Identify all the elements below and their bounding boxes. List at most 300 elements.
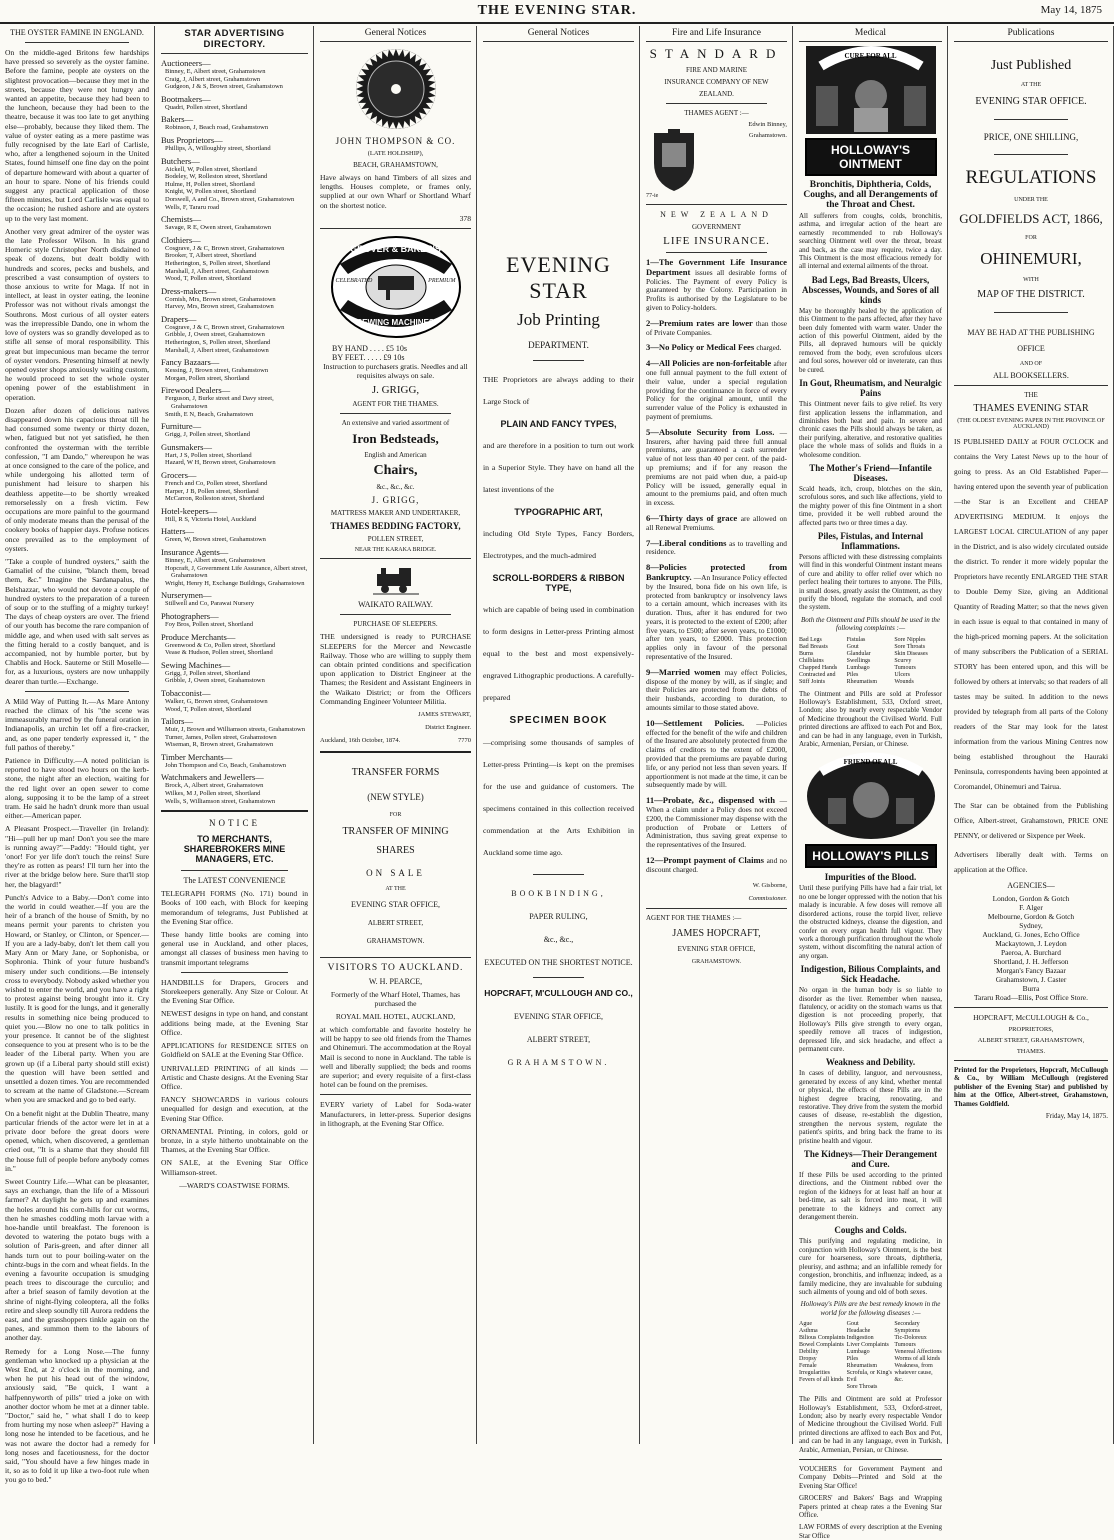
near-bridge: NEAR THE KARAKA BRIDGE. [354,547,437,554]
list-item: Secondary Symptoms [894,1321,921,1335]
list-item: Venereal Affections [894,1349,942,1356]
list-item: Weakness, from whatever cause, &c. [894,1363,933,1384]
directory-category: Hotel-keepers— [161,505,218,516]
scroll-borders: SCROLL-BORDERS & RIBBON TYPE, [492,573,625,593]
directory-category: Clothiers— [161,234,201,245]
train-icon [373,564,419,596]
list-item: Female Irregularities [799,1363,830,1377]
ohinemuri: OHINEMURI, [980,249,1082,268]
vouchers-ad: VOUCHERS for Government Payment and Company Debits—Printed and Sold at the Evening Star Office! [799,1464,942,1490]
column-articles [0,26,155,1485]
directory-entry: Ferguson, J, Burke street and Davy street, Grahamstown [165,395,274,411]
insurance-item: 11—Probate, &c., dispensed with —When a claim under a Policy does not exceed £200, the Commissioner may dispense with the production of Probate or Letters of Administration, thus saving great expense to the representatives of the Insured. [646,795,787,850]
list-item: Piles [846,1356,859,1363]
column-publications [949,26,1114,1444]
list-item: Scurvy [894,657,912,664]
complaints-table [799,637,942,686]
eso: EVENING STAR OFFICE, [677,945,756,954]
fancy-ad: FANCY SHOWCARDS in various colours unequalled for design and execution, at the Evening Star Office. [161,1095,308,1123]
directory-entry: Wilkes, M J, Pollen street, Shortland [165,790,261,798]
med-heading: Bad Legs, Bad Breasts, Ulcers, Abscesses, Wounds, and Sores of all kinds [802,274,939,305]
med-body: In cases of debility, languor, and nervousness, generated by excess of any kind, whether mental or physical, the effects of these Pills are in the highest degree bracing, renovating, and restorative. They drive from the system the morbid causes of disease, re-establish the digestion, strengthen the nervous system, regulate the patient's spirits, and bring back the frame to its pristine health and vigour. [799,1069,942,1145]
law-forms-ad: LAW FORMS of every description at the Evening Star Office [799,1523,942,1540]
article-paragraph: Remedy for a Long Nose.—The funny gentleman who knocked up a physician at the West End, at 2 o'clock in the morning, and when he put his head out of the window, anxiously said, "Be quick, I want a halfpennyworth of pills" tried a joke on with another doctor whom he met at a dinner table. "Doctor," said he, " what shall I do to keep from hurting my nose when asleep?" Having a long nose he intended to be facetious, and he was not aware the doctor had a remedy for long noses and facetiousness, for the doctor said, "You should have a few hinges made in it, so as to fold it up like a two-foot rule when you go to bed." [5,1346,149,1485]
waikato-railway: WAIKATO RAILWAY. [358,600,433,610]
list-item: Indigestion [846,1335,874,1342]
and-of: AND OF [1019,361,1043,367]
coat-of-arms-icon [646,123,702,193]
column-header: Medical [799,26,942,42]
holloways-ointment-illustration [806,46,936,134]
gisborne: W. Gisborne, [752,881,787,889]
directory-entry: Binney, E, Albert street, Grahamstown [165,68,266,75]
directory-entry: Bodeley, W, Rolleston street, Shortland [165,173,268,181]
article-paragraph: A Mild Way of Putting It.—As Mare Antony reached the climax of his "the scene was immeasurably marred by the funeral oration in Indianapolis, an urchin let off a fire-cracker, and, as one paper tenderly expressed it, " the full pathos of thereby." [5,696,149,752]
directory-category: Grocers— [161,470,197,480]
hopcraft: HOPCRAFT, M'CULLOUGH AND CO., [484,988,633,998]
bookbinding: BOOKBINDING, [511,889,606,898]
divider [340,413,451,414]
mattress: MATTRESS MAKER AND UNDERTAKER, [330,509,461,518]
unrivalled-ad: UNRIVALLED PRINTING of all kinds —Artistic and Chaste designs. At the Evening Star Office. [161,1063,308,1091]
insurance-item: 4—All Policies are non-forfeitable after one full annual payment to the full extent of their value, under a special regulation providing for the continuance in force of every Policy for the original amount, until the surrender value of the Policy is exhausted in payment of premiums. [646,358,787,421]
holloways-pills-banner: HOLLOWAY'S PILLS [805,844,937,868]
agency-entry: Burra [1022,984,1040,993]
directory-category: Photographers— [161,610,219,621]
list-item: Fevers of all kinds [799,1377,844,1384]
etc-line: &c., &c., [543,935,574,944]
directory-entry: McCarron, Rolleston street, Shortland [165,495,265,503]
divider [954,1060,1108,1061]
comprising: —comprising some thousands of samples of Letter-press Printing—is kept on the premises for the use and guidance of customers. The specimens contained in this collection received commendation at the Arts Exhibition in Auckland some time ago. [483,738,634,857]
article-paragraph: A Pleasant Prospect.—Traveller (in Ireland): "Hi—pull her up man! Don't you see the mare is running away?"—Paddy: "Hould tight, yer 'onor! For yer life don't touch the reins! Sure they're as rotten as pears! I'll turn her into the river at the bridge below here. Sure that'll stop her, the blagyard!" [5,824,149,889]
directory-entry: Knight, W, Pollen street, Shortland [165,188,256,196]
divider [646,204,787,205]
column-header: Fire and Life Insurance [646,26,787,42]
directory-category: Dress-makers— [161,285,217,296]
notice-heading: TO MERCHANTS, SHAREBROKERS MINE MANAGERS, ETC. [183,834,286,865]
list-item: Worms of all kinds [894,1356,941,1363]
gb-top: GROVER & BAKER'S [350,244,441,255]
directory-entry: French and Co, Pollen street, Shortland [165,480,268,487]
pearce: W. H. PEARCE, [368,976,423,986]
sewing-machine-logo [330,234,462,340]
divider [161,810,308,812]
on-sale: ON SALE [366,867,425,878]
eso: EVENING STAR OFFICE. [975,96,1087,107]
formerly: Formerly of the Wharf Hotel, Thames, has purchased the [330,989,461,1008]
divider [320,957,471,958]
at-the: AT THE [1020,82,1042,88]
directory-entry: Binney, E, Albert street, Grahamstown [165,556,266,564]
royal-mail: ROYAL MAIL HOTEL, AUCKLAND, [335,1012,456,1022]
list-item: Contracted and Stiff Joints [799,671,836,685]
list-item: Debility [799,1349,819,1356]
directory-entry: Dorswell, A and Co., Brown street, Grahamstown [165,195,295,203]
agency-entry: Tararu Road—Ellis, Post Office Store. [974,993,1088,1002]
directory-list [161,58,308,805]
directory-entry: Aickell, W, Pollen street, Shortland [165,165,257,173]
directory-category: Sewing Machines— [161,659,231,670]
ornamental-ad: ORNAMENTAL Printing, in colors, gold or bronze, in a style hitherto unobtainable on the Thames, at the Evening Star Office. [161,1126,308,1155]
telegraph-ad-2: These handy little books are coming into general use in Auckland, and other places, amongst all classes of business men having to transmit important telegrams [161,930,308,967]
agency-entry: Auckland, G. Jones, Echo Office [982,930,1080,939]
spacer [483,46,634,246]
thames-agent: THAMES AGENT :— [684,109,749,117]
directory-entry: Savage, R E, Owen street, Grahamstown [165,224,272,232]
pollen-street: POLLEN STREET, [367,535,424,544]
district-engineer: District Engineer. [425,724,471,732]
directory-entry: Hill, R S, Victoria Hotel, Auckland [165,515,257,523]
divider [666,252,767,253]
directory-entry: Cosgrave, J & C, Brown street, Grahamstown [165,244,285,252]
directory-entry: Robinson, J, Beach road, Grahamstown [165,124,269,132]
column-header: Publications [954,26,1108,42]
directory-category: Bus Proprietors— [161,134,223,145]
directory-entry: John Thompson and Co, Beach, Grahamstown [165,761,287,769]
department: DEPARTMENT. [528,340,589,350]
directory-entry: Marshall, J, Albert street, Grahamstown [165,346,269,354]
list-item: Sore Throats [894,643,926,650]
list-item: Scrofula, or King's Evil [846,1370,892,1384]
regulations: REGULATIONS [965,167,1097,188]
typographic-art: TYPOGRAPHIC ART, [514,507,603,517]
diseases-table [799,1321,942,1391]
directory-entry: Wood, T, Pollen street, Shortland [165,275,252,283]
grigg-agent: AGENT FOR THE THAMES. [352,400,439,409]
agency-entry: Sydney, [1019,921,1043,930]
which-text: which are capable of being used in combination to form designs in Letter-press Printing almost equal to the best and most expensively-engraved Lithographic productions. A carefully-prepared [483,605,634,702]
divider [533,977,584,978]
ad-number: 77-ie [646,193,659,199]
jt-name: JOHN THOMPSON & CO. [335,136,456,146]
list-item: Asthma [799,1328,818,1335]
evening-star-office: EVENING STAR OFFICE, [351,899,440,909]
med-heading: Piles, Fistulas, and Internal Inflammations. [817,530,924,551]
james-hopcraft: JAMES HOPCRAFT, [672,928,761,940]
grahamstown: Grahamstown. [748,132,787,139]
med-body: May be thoroughly healed by the application of this Ointment to the parts affected, after they have been duly fomented with warm water. Under the action of this powerful Ointment, aided by the Pills, all depraved humours will be quickly removed from the body, even scrofulous ulcers and foul sores, however old or inveterate, can thus be cured. [799,306,942,374]
standard: STANDARD [649,46,784,61]
list-item: Liver Complaints [846,1342,889,1349]
friend-of-all: FRIEND OF ALL [843,758,898,767]
hopcraft: HOPCRAFT, McCULLOUGH & Co., [973,1013,1089,1022]
directory-category: Nurserymen— [161,590,212,601]
list-item: Burns [799,650,814,657]
holloways-pills-illustration [806,752,936,840]
divider [181,870,288,871]
directory-entry: Walker, G, Brown street, Grahamstown [165,697,268,705]
directory-entry: Quadri, Pollen street, Shortland [165,103,248,111]
divider [320,751,471,753]
med-body: No organ in the human body is so liable to disorder as the liver. Remember when nausea, flatulency, or acidity on the stomach warns us that digestion is not proceeding properly, that Holloway's Pills give strength to every organ, speedily remove all traces of indigestion, depressed life, and sick headache, and effect a permanent cure. [799,986,942,1053]
gb-left: CELEBRATED [335,278,373,285]
directory-entry: Wright, Henry H, Exchange Buildings, Grahamstown [165,579,305,587]
divider [994,312,1068,313]
list-item: Dropsy [799,1356,817,1363]
newspaper-title: THE EVENING STAR. [477,3,637,18]
sleepers-body: THE undersigned is ready to PURCHASE SLEEPERS for the Mercer and Newcastle Railway. Those who are willing to supply them can obtain printed conditions and specification upon application to District Engineer at the Thames; the Resident and Assistant Engineers in the Waikato District; or from the Officers Commanding Engineer Volunteer Militia. [320,632,471,706]
list-item: Glandular Swellings [846,650,871,664]
thames: THAMES. [1016,1048,1046,1055]
insurance-item: 3—No Policy or Medical Fees charged. [646,342,782,353]
job-printing: Job Printing [517,310,600,329]
article-paragraph: Another very great admirer of the oyster was the late Professor Wilson. In his grand Homeric style Christopher North disdained to speak of dozens, but dealt boldly with hundreds and scores, pecks and bushels, and prescribed a vast consumption of oysters to those anxious to write for Maga. If not in intellect, at least in oyster eating, the leonine Professor was not without rivals amongst the Southrons. Most curious of all oyster eaters was the irrepressible Dando, one in whom the love of oysters was so grandly developed as to stifle all sense of moral responsibility. This great but impecunious man became the terror of oyster vendors. Presenting himself at newly opened oyster shops anxiously waiting custom, he would proceed to set the whole oyster opening power of the establishment in operation. [5,226,149,402]
tes-body-2: The Star can be obtained from the Publishing Office, Albert-street, Grahamstown, PRICE ONE PENNY, or delivered or Sixpence per Week. [954,801,1108,840]
albert-street: ALBERT STREET, [526,1035,591,1044]
directory-entry: Morgan, Pollen street, Shortland [165,374,250,382]
directory-entry: Gribble, J, Owen street, Grahamstown [165,677,265,685]
directory-entry: Stillwell and Co, Parawai Nursery [165,600,254,608]
proprietors: PROPRIETORS, [1008,1026,1054,1033]
jt-body: Have always on hand Timbers of all sizes and lengths. Houses complete, or frames only, supplied at our own Wharf or Shortland Wharf on the shortest notice. [320,173,471,210]
list-item: Lumbago [846,664,870,671]
directory-category: Insurance Agents— [161,546,229,557]
jt-late: (LATE HOLDSHIP), [367,150,424,157]
grigg-name: J. GRIGG, [371,384,420,397]
column-header: General Notices [483,26,634,42]
directory-entry: Marshall, J, Albert street, Grahamstown [165,267,269,275]
divider [533,360,584,361]
directory-entry: Kessing, J, Brown street, Grahamstown [165,367,269,375]
article-paragraph: "Take a couple of hundred oysters," saith the Gamaliel of the cuisine, "blanch them, bread them, &c." Imagine the Sardanapalus, the Belshazzar, who would not devote a couple of hundred oysters to the preparation of a tureen of soup or to the stuffing of a mighty turkey! The days of cheap oysters are over. The friend of our youth has become the rare companion of middle age, and when used with salt serves as the fitting herald to a costly banquet, and is accompanied, not by humble porter, but by Chablis and Hock. Sauterne or Still Moselle—for, as a luxurious, oysters are now unhappily dearer than turtle.—Exchange. [5,556,149,686]
albert-street: ALBERT STREET, [367,918,424,927]
divider [320,558,471,559]
jt-number: 378 [459,213,471,223]
directory-category: Tailors— [161,716,193,727]
directory-category: Watchmakers and Jewellers— [161,772,264,783]
shares: SHARES [376,844,415,856]
new-style: (NEW STYLE) [367,791,424,802]
onsale-ad: ON SALE, at the Evening Star Office Williamson-street. [161,1158,308,1177]
med-body: Persons afflicted with these distressing complaints will find in this wonderful Ointment instant means of cure and ability to offer relief over which no perfect healing their tortures to anyone. The Pills, in small doses, greatly assist the Ointment, as they purify the blood, regulate the stomach, and cool the system. [799,552,942,612]
grigg-name-2: J. GRIGG, [371,495,420,506]
directory-category: Butchers— [161,155,200,166]
directory-entry: Turner, James, Pollen street, Grahamstown [165,733,277,741]
prop-text: THE Proprietors are always adding to their Large Stock of [483,375,634,406]
sold-note-2: The Pills and Ointment are sold at Professor Holloway's Establishment, 533, Oxford-street, London; also by nearly every respectable Vendor of Medicine throughout the Civilised World. Full printed directions are affixed to each Box and Pot, and can be had in any language, even in Turkish, Arabic, Armenian, Persian, or Chinese. [799,1395,942,1454]
bedding-factory: THAMES BEDDING FACTORY, [330,521,461,532]
list-item: Fistulas [846,636,866,643]
insurance-items [646,258,787,875]
directory-category: Firewood Dealers— [161,385,231,396]
directory-category: Produce Merchants— [161,631,236,642]
holloways-ointment-banner: HOLLOWAY'S OINTMENT [805,138,937,176]
the-label: THE [1024,391,1038,399]
chairs: Chairs, [373,463,418,479]
divider [320,1094,471,1095]
insurance-company: INSURANCE COMPANY OF NEW [664,78,769,86]
directory-entry: Hart, J S, Pollen street, Shortland [165,451,252,459]
directory-entry: Hetherington, S, Pollen street, Shortland [165,339,271,347]
iron-bedsteads: Iron Bedsteads, [352,431,439,447]
list-item: Chilblains [799,657,824,664]
agency-entry: Mackaytown, J. Leydon [995,939,1067,948]
divider [994,154,1068,155]
transfer-mining: TRANSFER OF MINING [342,825,449,837]
divider [340,614,451,615]
handbills-ad: HANDBILLS for Drapers, Grocers and Storekeepers generally. Any Size or Colour. At the Evening Star Office. [161,977,308,1006]
list-item: Tumours [894,1342,916,1349]
for-label: FOR [1025,235,1037,241]
divider [25,42,129,43]
both-intro: Both the Ointment and Pills should be used in the following complaints :— [800,615,940,633]
list-item: Tumours [894,664,916,671]
divider [799,1459,942,1460]
insurance-item: 2—Premium rates are lower than those of Private Companies. [646,317,787,337]
fire-marine: FIRE AND MARINE [685,66,748,74]
med-heading: The Kidneys—Their Derangement and Cure. [803,1149,938,1170]
oldest-paper: (THE OLDEST EVENING PAPER IN THE PROVINCE OF AUCKLAND) [957,418,1105,430]
english-american: English and American [364,451,427,460]
albert-street: ALBERT STREET, GRAHAMSTOWN, [977,1037,1085,1044]
thames-evening-star: THAMES EVENING STAR [973,403,1089,414]
visitors-auckland: VISITORS TO AUCKLAND. [327,962,464,973]
royal-body: at which comfortable and favorite hostelry he will be happy to see old friends from the Thames and Ohinemuri. The accommodation at the Royal Mail is second to none in Auckland. The table is well and liberally supplied; the beds and rooms are superior; and every requisite of a first-class hotel can be found on the premises. [320,1025,471,1090]
agency-entry: London, Gordon & Gotch [992,894,1070,903]
insurance-item: 8—Policies protected from Bankruptcy. —An Insurance Policy effected by the Insured, bona fide on his own life, is protected from bankruptcy or insolvency laws to a certain amount, which increases with its duration. Thus, after it has endured for two years, it is protected to the extent of £200; after five years, to £500; after seven years, to £1000; after ten years, to £2000. This protection applies only in favour of the personal representative of the Insured. [646,562,788,662]
specimen-book: SPECIMEN BOOK [509,715,608,726]
directory-category: Bootmakers— [161,93,211,104]
column-insurance [641,26,793,1444]
directory-entry: Green, W, Brown street, Grahamstown [165,536,266,544]
agency-entry: F. Alger [1019,903,1043,912]
directory-category: Tobacconist— [161,687,211,698]
list-item: Tic-Doloreux [894,1335,927,1342]
directory-category: Drapers— [161,313,197,324]
price-feet: BY FEET. . . . . £9 10s [332,353,405,363]
insurance-item: 6—Thirty days of grace are allowed on all Renewal Premiums. [646,512,787,532]
article-paragraph: On the middle-aged Britons few hardships have pressed so severely as the oyster famine. Before the famine, people ate oysters on the slightest provocation—because they met in the streets, because they were not hungry and wanted an appetite, because they had been to the luncheon, because they had been to the theatre, because it was too late to get anything else—probably, because they liked them. The value of oyster eating as a mere pastime was fully recognised by the late Earl of Carlisle, who, after a lengthened sojourn in the United States, found himself one fine day on the point of departure homeward with about a quarter of an hour to spare. None of his friends could suggest any practical application of those fifteen minutes, but Lord Carlisle was equal to the occasion; he rushed ashore and ate oysters up to the very last moment. [5,48,149,223]
at-the: AT THE [385,885,406,892]
gb-right: PREMIUM [428,278,456,285]
pills-intro: Holloway's Pills are the best remedy known in the world for the following diseases :— [800,1300,941,1317]
list-item: Ague [799,1321,812,1328]
map-district: MAP OF THE DISTRICT. [977,289,1085,300]
directory-category: Chemists— [161,214,202,225]
divider [954,385,1108,386]
tes-body: IS PUBLISHED DAILY at FOUR O'CLOCK and contains the Very Latest News up to the hour of going to press. As an Old Established Paper—having entered upon the seventh year of publication—the Star is an Excellent and CHEAP ADVERTISING MEDIUM. It enjoys the LARGEST LOCAL CIRCULATION of any paper in the District, and is also widely circulated outside the district. To render it more widely popular the Proprietors have recently ENLARGED THE STAR to Double Demy Size, giving an Additional Quantity of Reading Matter; so that the news given in each issue is equal to that contained in many of the high-priced morning papers. At the solicitation of many subscribers the Publication of a SERIAL STORY has been entered upon, and this will be followed by others at intervals; so that readers of all tastes may be suited. In addition to the news provided by telegraph from all parts of the Colony readers of the Star may look for the latest information from the various Mining Centres now being established throughout the Hauraki Peninsula, correspondents having been appointed at Coromandel, Ohinemuri and Tairua. [954,437,1108,791]
just-published: Just Published [990,58,1072,73]
article-paragraph: Patience in Difficulty.—A noted politician is reported to have stood two hours on the kerb-stone, the night after an election, waiting for the red light over an open sewer to come along, supposing it to be the lamp of a street tram. He said he hadn't drunk more than usual either.—American paper. [5,756,149,821]
med-heading: Impurities of the Blood. [824,872,917,883]
assortment: An extensive and varied assortment of [341,419,450,428]
agency-entry: Paeroa, A. Burchard [1001,948,1061,957]
issue-date: May 14, 1875 [1040,4,1102,16]
directory-entry: Phillips, A, Willoughby street, Shortland [165,144,271,152]
med-body: Until these purifying Pills have had a fair trial, let no one be longer oppressed with the notion that his malady is incurable. A few doses will remove all disordered actions, rouse the torpid liver, relieve the obstructed kidneys, cleanse the digestion, and confer on every organ health full vigour. They work a thorough purification throughout the whole system, without discomfiting the natural action of any organ. [799,884,942,960]
agency-entry: Morgan's Fancy Bazaar [996,966,1066,975]
divider [181,972,288,973]
new-zealand: NEW ZEALAND [660,210,773,219]
directory-entry: Harvey, Mrs, Brown street, Grahamstown [165,303,274,311]
agencies-heading: AGENCIES— [1007,881,1055,890]
purchase-sleepers: PURCHASE OF SLEEPERS. [353,620,438,629]
directory-header: STAR ADVERTISING DIRECTORY. [161,26,308,54]
for-label: FOR [389,811,402,818]
sold-note: The Ointment and Pills are sold at Professor Holloway's Establishment, 533, Oxford street, London; also by nearly every respectable Vendor of Medicine throughout the Civilised World. Full printed directions are affixed to each Pot and Box, and can be had in any language, even in Turkish, Arabic, Armenian, Persian, or Chinese. [799,689,942,749]
notice-title: NOTICE [209,818,260,829]
grahamstown: GRAHAMSTOWN. [507,1058,610,1067]
article-paragraph: Punch's Advice to a Baby.—Don't come into the world in could weather.—If you are the heir of a branch of the house of Smith, by no means permit your parents to christen you Howard, or Stanley, or Clinton, or Spencer.—If you are a lady-baby, don't let them call you Mary Ann or Mary Jane, or Sophonisba, or Sophronia. Think of your future husband's misery under such conditions.—Be intensely cross to everybody. Nobody asked whether you wished to enter the world, and you have a right to protest against being brought into it. Cry lustily. It is good for the lungs, and it generally results in something nice being produced to quiet you.—Blow no one to talk politics in your presence. It cannot be of the slightest consequence to you at present who is to be the leader of the Liberal party. When you are grown up (if a Liberal party should still exist) the question will have been settled and unsettled a dozen times. You are recommended to scream at the name of Gladstone.—Scream when you are smacked and go to bed early. [5,892,149,1105]
directory-entry: Wells, F, Tararu road [165,203,220,211]
labels-ad: EVERY variety of Label for Soda-water Manufacturers, in letter-press. Superior designs in lithograph, at the Evening Star Office. [320,1100,471,1128]
goldfields-act: GOLDFIELDS ACT, 1866, [959,211,1103,226]
telegraph-ad: TELEGRAPH FORMS (No. 171) bound in Books of 100 each, with Block for keeping memorandum of telegrams, Just Published at the Evening Star office. [161,889,308,926]
paper-ruling: PAPER RULING, [529,912,588,921]
all-booksellers: ALL BOOKSELLERS. [993,371,1069,380]
wards-ad: —WARD'S COASTWISE FORMS. [179,1180,290,1190]
zealand: ZEALAND. [699,90,734,98]
directory-category: Hatters— [161,526,195,537]
med-body: This Ointment never fails to give relief. Its very first application lessens the inflammation, and diminishes both heat and pain. In severe and chronic cases the Pills should always be taken, as their purifying, alterative, and restorative qualities place the whole mass of solids and fluids in a wholesome condition. [799,400,942,459]
directory-category: Bakers— [161,114,194,125]
gb-bottom: SEWING MACHINES [356,318,435,328]
list-item: Rheumatism [846,1363,878,1370]
insurance-item: 12—Prompt payment of Claims and no discount charged. [646,855,787,874]
list-item: Bilious Complaints [799,1335,846,1342]
imprint: Printed for the Proprietors, Hopcraft, McCullough & Co., by William McCullough (registered publisher of the Evening Star) and published by him at the Office, Albert-street, Grahamstown, Thames Goldfield. [954,1066,1108,1108]
price-hand: BY HAND . . . . £5 10s [332,344,408,354]
list-item: Chapped Hands [799,664,838,671]
divider [533,874,584,875]
list-item: Gout [846,643,859,650]
insurance-item: 7—Liberal conditions as to travelling and residence. [646,537,787,557]
etc: &c., &c., &c. [376,483,415,492]
directory-entry: Wiseman, R, Brown street, Grahamstown [165,741,274,749]
imprint-date: Friday, May 14, 1875. [1045,1112,1108,1121]
column-directory [156,26,314,1444]
divider [320,228,471,229]
med-body: If these Pills be used according to the printed directions, and the Ointment rubbed over the region of the kidneys for at least half an hour at bed-time, as salt is forced into meat, it will penetrate to the kidneys and correct any derangement therein. [799,1171,942,1222]
list-item: Ulcers [894,671,911,678]
agency-entry: Grahamstown, J. Caster [995,975,1067,984]
list-item: Piles [846,671,859,678]
list-item: Skin Diseases [894,650,928,657]
executed: EXECUTED ON THE SHORTEST NOTICE. [484,958,633,967]
directory-entry: Hazard, W H, Brown street, Grahamstown [165,459,276,467]
column-general-notices-2 [478,26,640,1444]
med-heading: In Gout, Rheumatism, and Neuralgic Pains [799,378,942,399]
column-medical [794,26,948,1540]
agency-entry: Melbourne, Gordon & Gotch [987,912,1075,921]
advertisers: Advertisers liberally dealt with. Terms on application at the Office. [954,850,1108,874]
plain-fancy: PLAIN AND FANCY TYPES, [500,419,617,429]
latest-convenience: The LATEST CONVENIENCE [183,876,286,886]
price: PRICE, ONE SHILLING, [983,132,1079,142]
list-item: Sore Nipples [894,636,926,643]
directory-entry: Gribble, J, Owen street, Grahamstown [165,331,265,339]
directory-entry: Cosgrave, J & C, Brown street, Grahamstown [165,323,285,331]
directory-entry: Foy Bros, Pollen street, Shortland [165,620,254,628]
directory-category: Furniture— [161,421,202,432]
med-body: All sufferers from coughs, colds, bronchitis, asthma, and irregular action of the heart are earnestly recommended to rub Holloway's searching Ointment well over the throat, breast and back, as the case may require, twice a day. This Ointment is the most efficacious remedy for all internal and external ailments of the throat. [799,212,942,271]
article-title: THE OYSTER FAMINE IN ENGLAND. [10,28,144,37]
with-label: WITH [1023,277,1039,283]
agency-entry: Shortland, J. H. Jefferson [993,957,1069,966]
divider [25,691,129,692]
gb-instruction: Instruction to purchasers gratis. Needles and all requisites always on sale. [323,362,468,381]
list-item: Sore Throats [846,1384,878,1391]
article-paragraph: Dozen after dozen of delicious natives disappeared down his capacious throat till he had consumed some twenty or thirty dozen, when, fatigued but not yet satisfied, he then confronted the oysterman with the terrible confession, "I am Dando," whereupon he was at once consigned to the care of the police, and while undergoing his allotted term of punishment had leisure to sharpen his deathless appetite—to be shortly wreaked remorselessly on a fresh victim. Few occupations are more painful to the gourmand of only moderate means than the perusal of the cookery books of happier days. Profuse notices once prevailed as to the employment of oysters. [5,405,149,553]
directory-entry: Craig, J, Albert street, Grahamstown [165,75,261,83]
directory-entry: Grigg, J, Pollen street, Shortland [165,669,251,677]
cure-for-all: CURE FOR ALL [844,52,897,60]
directory-entry: Hopcraft, J, Government Life Assurance, Albert street, Grahamstown [165,564,308,580]
directory-entry: Hetherington, S, Pollen street, Shortland [165,259,271,267]
auckland-date: Auckland, 16th October, 1874. 7770 [320,737,471,745]
divider [666,103,767,104]
